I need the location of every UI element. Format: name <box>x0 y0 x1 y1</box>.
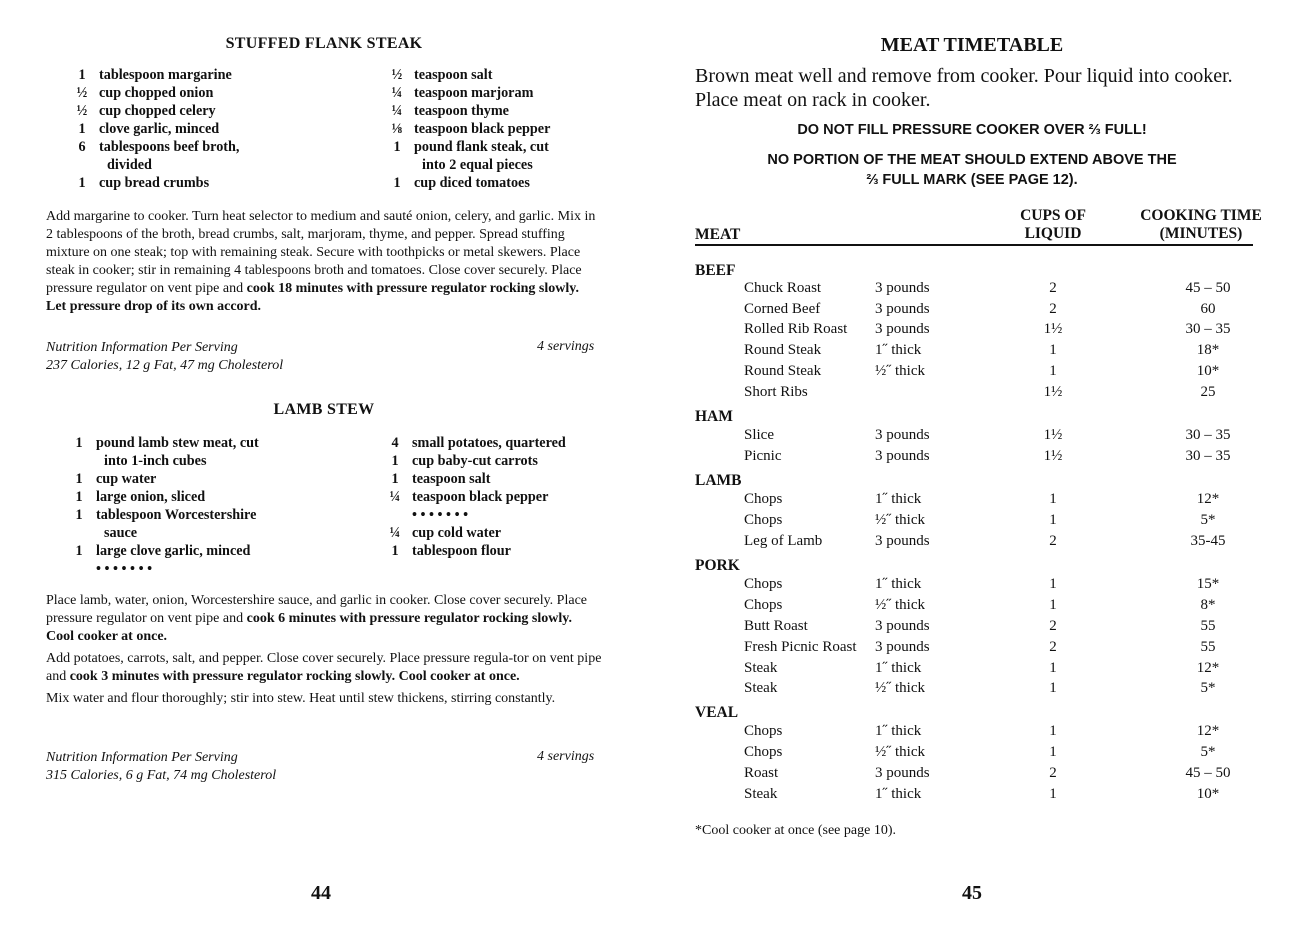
flank-steak-title: STUFFED FLANK STEAK <box>225 35 423 52</box>
fill-warning: DO NOT FILL PRESSURE COOKER OVER ⅔ FULL! <box>797 122 1147 138</box>
category-pork: PORK <box>695 557 740 574</box>
table-row: Fresh Picnic Roast 3 pounds 2 55 <box>744 639 1216 655</box>
header-meat: MEAT <box>695 226 741 243</box>
meat-height-warning: NO PORTION OF THE MEAT SHOULD EXTEND ABOVE THE ⅔ FULL MARK (SEE PAGE 12). <box>767 152 1177 188</box>
category-beef: BEEF <box>695 262 736 279</box>
table-row: Butt Roast 3 pounds 2 55 <box>744 618 1216 634</box>
ingredient-row: 1 clove garlic, minced <box>78 121 220 137</box>
ingredient-row: 1 tablespoon margarine <box>78 67 232 83</box>
page-number: 44 <box>311 882 331 904</box>
ingredient-row: 1 cup diced tomatoes <box>393 175 530 191</box>
meat-timetable-title: MEAT TIMETABLE <box>880 34 1064 56</box>
header-rule <box>695 244 1253 246</box>
lamb-step-2: Add potatoes, carrots, salt, and pepper. Close cover securely. Place pressure regula-tor on vent pipe and cook 3 minutes with pressure regulator rocking slowly. Cool cooker at once. <box>46 651 602 684</box>
ingredient-row: ½ cup chopped celery <box>76 103 216 119</box>
ingredient-row: into 2 equal pieces <box>422 157 533 173</box>
footnote: *Cool cooker at once (see page 10). <box>695 823 896 838</box>
right-page <box>648 0 1296 936</box>
table-row: Picnic 3 pounds 1½ 30 – 35 <box>744 448 1231 464</box>
category-lamb: LAMB <box>695 472 742 489</box>
flank-ingredients-right <box>386 66 550 192</box>
page-number: 45 <box>962 882 982 904</box>
table-row: Slice 3 pounds 1½ 30 – 35 <box>744 427 1231 443</box>
ingredient-row: 1 tablespoon Worcestershire <box>75 507 257 523</box>
table-row: Steak ½˝ thick 1 5* <box>744 680 1216 696</box>
ingredient-divider-dots: • • • • • • • <box>412 507 469 523</box>
ingredient-row: 6 tablespoons beef broth, <box>78 139 240 155</box>
ingredient-row: ⅛ teaspoon black pepper <box>391 121 551 137</box>
ingredient-row: 1 pound lamb stew meat, cut <box>75 435 259 451</box>
ingredient-row: 1 tablespoon flour <box>391 543 511 559</box>
table-row: Chops ½˝ thick 1 8* <box>744 597 1216 613</box>
lamb-ingredients-left <box>68 434 259 578</box>
table-row: Steak 1˝ thick 1 10* <box>744 786 1220 802</box>
ingredient-row: 1 teaspoon salt <box>391 471 491 487</box>
ingredient-row: 1 large clove garlic, minced <box>75 543 251 559</box>
ingredient-row: ¼ teaspoon black pepper <box>389 489 549 505</box>
table-row: Chops ½˝ thick 1 5* <box>744 744 1216 760</box>
lamb-nutrition: Nutrition Information Per Serving 315 Calories, 6 g Fat, 74 mg Cholesterol <box>46 750 277 783</box>
ingredient-row: 1 pound flank steak, cut <box>393 139 549 155</box>
table-row: Leg of Lamb 3 pounds 2 35-45 <box>744 533 1226 549</box>
ingredient-row: ¼ cup cold water <box>389 525 502 541</box>
ingredient-row: ½ teaspoon salt <box>391 67 493 83</box>
flank-nutrition: Nutrition Information Per Serving 237 Calories, 12 g Fat, 47 mg Cholesterol <box>46 340 284 373</box>
lamb-servings: 4 servings <box>537 749 595 764</box>
ingredient-row: divided <box>107 157 152 173</box>
category-ham: HAM <box>695 408 733 425</box>
lamb-step-1: Place lamb, water, onion, Worcestershire sauce, and garlic in cooker. Close cover securely. Place pressure regulator on vent pipe and cook 6 minutes with pressure regulator rocking slowly. Cool cooker at once. <box>46 593 587 644</box>
table-row: Chops 1˝ thick 1 12* <box>744 723 1220 739</box>
table-row: Round Steak 1˝ thick 1 18* <box>744 342 1220 358</box>
category-veal: VEAL <box>695 704 739 721</box>
lamb-ingredients-right <box>384 434 566 560</box>
table-row: Rolled Rib Roast 3 pounds 1½ 30 – 35 <box>744 321 1231 337</box>
intro-text: Brown meat well and remove from cooker. Pour liquid into cooker. Place meat on rack in cooker. <box>695 65 1233 111</box>
ingredient-row: 1 cup water <box>75 471 157 487</box>
flank-directions: Add margarine to cooker. Turn heat selector to medium and sauté onion, celery, and garlic. Mix in 2 tablespoons of the broth, bread crumbs, salt, marjoram, thyme, and pepper. Spread stuffing mixture on one steak; top with remaining steak. Secure with toothpicks or metal skewers. Place steak in cooker; stir in remaining 4 tablespoons broth and tomatoes. Close cover securely. Place pressure regulator on vent pipe and cook 18 minutes with pressure regulator rocking slowly. Let pressure drop of its own accord. <box>46 209 596 314</box>
ingredient-row: 1 cup baby-cut carrots <box>391 453 538 469</box>
ingredient-row: ½ cup chopped onion <box>76 85 214 101</box>
ingredient-row: 4 small potatoes, quartered <box>391 435 566 451</box>
lamb-step-3: Mix water and flour thoroughly; stir into stew. Heat until stew thickens, stirring constantly. <box>46 691 556 706</box>
header-cups-of-liquid: CUPS OF LIQUID <box>1020 207 1086 242</box>
ingredient-row: 1 cup bread crumbs <box>78 175 210 191</box>
table-row: Steak 1˝ thick 1 12* <box>744 660 1220 676</box>
ingredient-divider-dots: • • • • • • • <box>96 561 153 577</box>
ingredient-row: 1 large onion, sliced <box>75 489 206 505</box>
flank-ingredients-left <box>71 66 239 192</box>
table-row: Round Steak ½˝ thick 1 10* <box>744 363 1220 379</box>
table-row: Chops ½˝ thick 1 5* <box>744 512 1216 528</box>
lamb-stew-title: LAMB STEW <box>273 401 375 418</box>
table-row: Roast 3 pounds 2 45 – 50 <box>744 765 1231 781</box>
ingredient-row: into 1-inch cubes <box>104 453 207 469</box>
table-row: Short Ribs 1½ 25 <box>744 384 1216 400</box>
table-row: Chuck Roast 3 pounds 2 45 – 50 <box>744 280 1231 296</box>
lamb-directions <box>46 592 602 712</box>
flank-servings: 4 servings <box>537 339 595 354</box>
table-row: Chops 1˝ thick 1 12* <box>744 491 1220 507</box>
ingredient-row: sauce <box>104 525 138 541</box>
ingredient-row: ¼ teaspoon thyme <box>391 103 509 119</box>
header-cooking-time: COOKING TIME (MINUTES) <box>1140 207 1262 242</box>
table-row: Chops 1˝ thick 1 15* <box>744 576 1220 592</box>
ingredient-row: ¼ teaspoon marjoram <box>391 85 534 101</box>
table-row: Corned Beef 3 pounds 2 60 <box>744 301 1216 317</box>
